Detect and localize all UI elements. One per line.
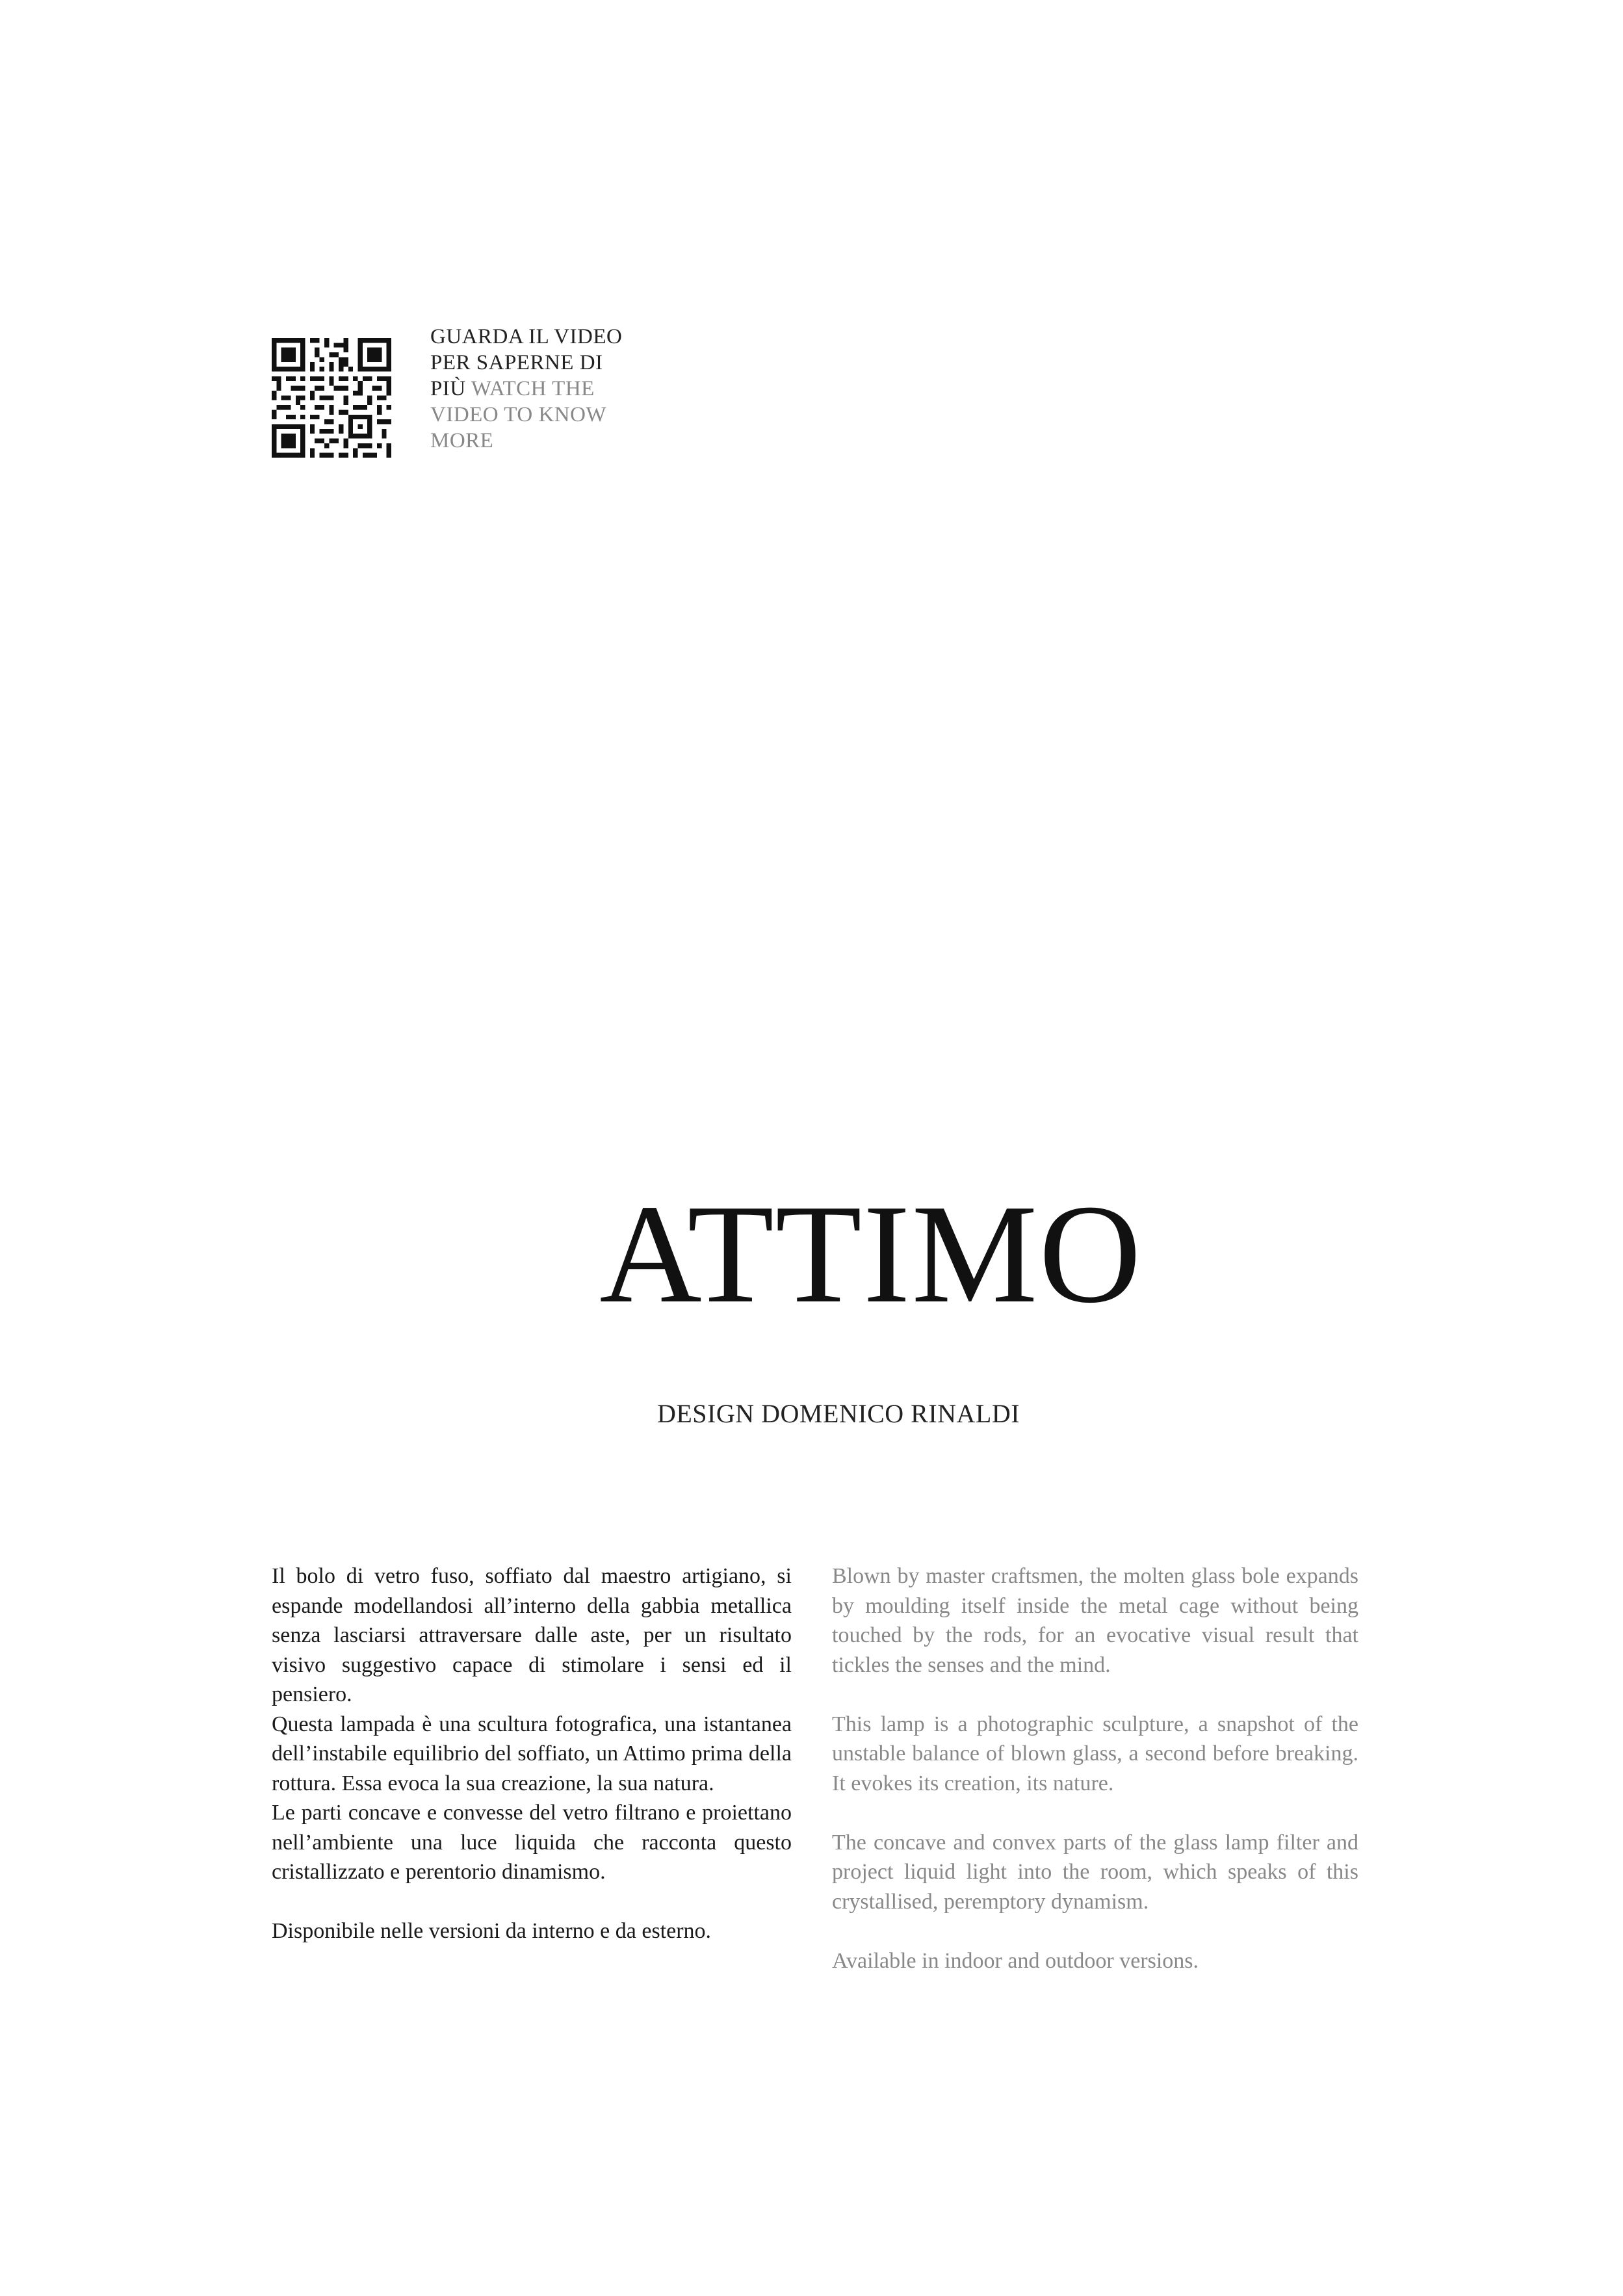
product-title: ATTIMO bbox=[599, 1176, 1143, 1333]
qr-caption bbox=[430, 324, 638, 454]
qr-caption-italian: GUARDA IL VIDEO PER SAPERNE DI PIÙ bbox=[430, 325, 623, 400]
qr-caption-english: WATCH THE VIDEO TO KNOW MORE bbox=[430, 377, 606, 452]
english-paragraph-1: Blown by master craftsmen, the molten glass bole expands by moulding itself inside the metal cage without being touched by the rods, for an evocative visual result that tickles the senses and the mind. bbox=[832, 1564, 1358, 1677]
italian-availability: Disponibile nelle versioni da interno e da esterno. bbox=[272, 1919, 712, 1943]
english-paragraph-2: This lamp is a photographic sculpture, a snapshot of the unstable balance of blown glass, a second before breaking. It evokes its creation, its nature. bbox=[832, 1712, 1358, 1795]
english-paragraph-3: The concave and convex parts of the glass lamp filter and project liquid light into the room, which speaks of this crystallised, peremptory dynamism. bbox=[832, 1830, 1358, 1914]
italian-paragraph-2: Questa lampada è una scultura fotografica, una istantanea dell’instabile equilibrio del soffiato, un Attimo prima della rottura. Essa evoca la sua creazione, la sua natura. bbox=[272, 1712, 792, 1795]
designer-credit: DESIGN DOMENICO RINALDI bbox=[656, 1399, 1020, 1428]
italian-paragraph-1: Il bolo di vetro fuso, soffiato dal maestro artigiano, si espande modellandosi all’interno della gabbia metallica senza lasciarsi attraversare dalle aste, per un risultato visivo suggestivo capace di stimolare i sensi ed il pensiero. bbox=[272, 1564, 792, 1706]
english-availability: Available in indoor and outdoor versions. bbox=[832, 1948, 1199, 1973]
italian-paragraph-3: Le parti concave e convesse del vetro filtrano e proiettano nell’ambiente una luce liquida che racconta questo cristallizzato e perentorio dinamismo. bbox=[272, 1801, 792, 1884]
qr-code[interactable] bbox=[272, 338, 391, 458]
italian-description bbox=[272, 1561, 792, 1946]
english-description bbox=[832, 1561, 1358, 1976]
